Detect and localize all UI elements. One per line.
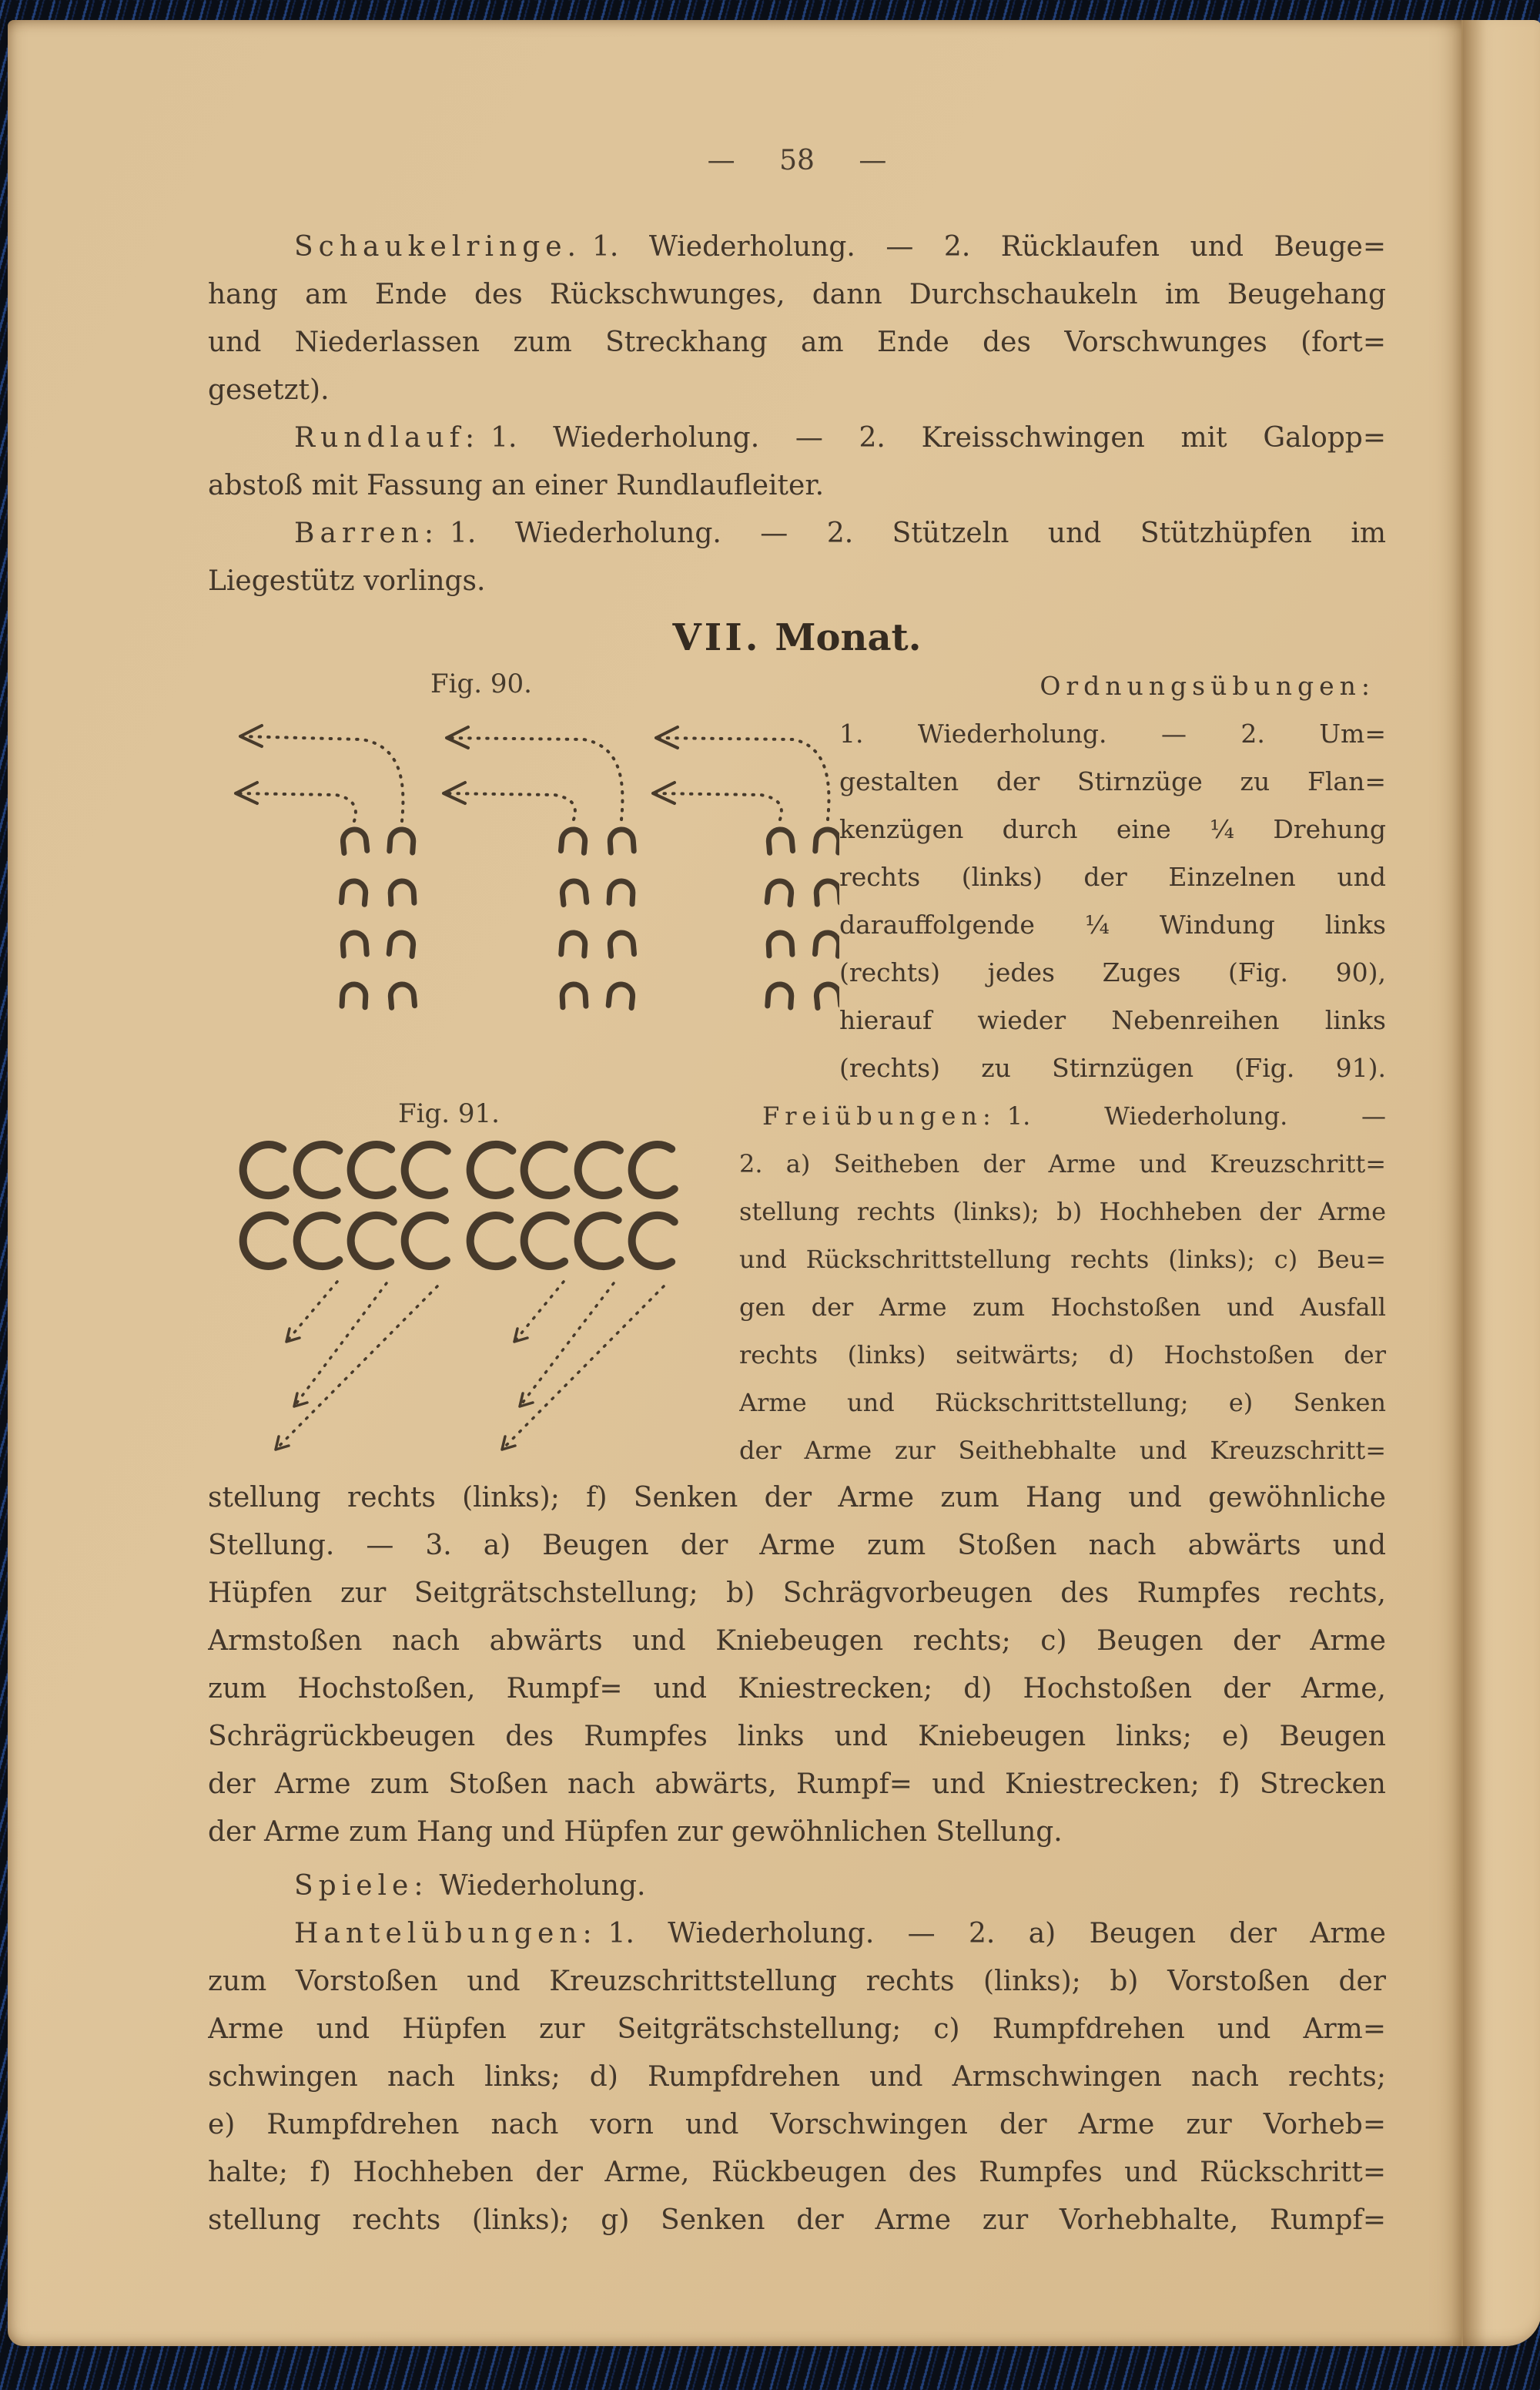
text-line xyxy=(208,223,1386,271)
text-line: (rechts) jedes Zuges (Fig. 90), xyxy=(839,957,1386,987)
text-line: stellung rechts (links); f) Senken der Arme zum Hang und gewöhnliche xyxy=(208,1482,1386,1513)
text-line: Hüpfen zur Seitgrätschstellung; b) Schrägvorbeugen des Rumpfes rechts, xyxy=(208,1577,1386,1609)
top-margin xyxy=(208,180,1386,223)
figure-text-section-a xyxy=(208,662,1386,1092)
text-run: 1. Wiederholung. — 2. Stützeln und Stützhüpfen im xyxy=(449,518,1386,549)
figure-text-section-b xyxy=(208,1092,1386,1474)
squad-group-2 xyxy=(561,829,634,1008)
paragraph-hanteluebungen xyxy=(208,1910,1386,2244)
text-line: und Niederlassen zum Streckhang am Ende des Vorschwunges (fort= xyxy=(208,327,1386,358)
text-run: 1. Wiederholung. — 2. a) Beugen der Arme xyxy=(608,1918,1386,1949)
rank-row-1 xyxy=(241,1143,675,1198)
text-line: hang am Ende des Rückschwunges, dann Durchschaukeln im Beugehang xyxy=(208,279,1386,310)
text-line: Arme und Hüpfen zur Seitgrätschstellung; c) Rumpfdrehen und Arm= xyxy=(208,2013,1386,2045)
squad-group-3 xyxy=(767,829,839,1008)
paragraph-spiele xyxy=(208,1862,1386,1910)
text-run: Wiederholung. xyxy=(439,1870,646,1902)
figure-91-diagram xyxy=(208,1135,739,1474)
text-line: stellung rechts (links); g) Senken der Arme zur Vorhebhalte, Rumpf= xyxy=(208,2204,1386,2236)
text-line: rechts (links) seitwärts; d) Hochstoßen der xyxy=(739,1340,1386,1369)
text-run: 1. Wiederholung. — xyxy=(1006,1101,1386,1131)
movement-arrows xyxy=(276,1282,664,1450)
text-line: kenzügen durch eine ¼ Drehung xyxy=(839,814,1386,844)
squad-group-1 xyxy=(341,828,414,1007)
paragraph-rundlauf xyxy=(208,414,1386,510)
text-line: Liegestütz vorlings. xyxy=(208,565,486,597)
text-line xyxy=(839,662,1386,710)
movement-arrows xyxy=(236,736,829,821)
text-line: (rechts) zu Stirnzügen (Fig. 91). xyxy=(839,1053,1386,1083)
text-line: schwingen nach links; d) Rumpfdrehen und Armschwingen nach rechts; xyxy=(208,2061,1386,2093)
arrow-heads xyxy=(236,726,678,803)
figure-90-diagram xyxy=(208,706,839,1049)
paragraph-lead: Schaukelringe. xyxy=(294,231,581,263)
paragraph-lead: Freiübungen: xyxy=(762,1101,996,1131)
text-run: 1. Wiederholung. — 2. Rücklaufen und Beuge= xyxy=(592,231,1386,263)
figure-91-block xyxy=(208,1092,739,1474)
text-line: halte; f) Hochheben der Arme, Rückbeugen des Rumpfes und Rückschritt= xyxy=(208,2157,1386,2188)
text-line: gesetzt). xyxy=(208,374,330,406)
text-line xyxy=(208,1910,1386,1958)
paragraph-ordnungsuebungen xyxy=(839,662,1386,1092)
text-line: Stellung. — 3. a) Beugen der Arme zum Stoßen nach abwärts und xyxy=(208,1530,1386,1561)
text-line: zum Vorstoßen und Kreuzschrittstellung rechts (links); b) Vorstoßen der xyxy=(208,1966,1386,1997)
adjacent-page-edge xyxy=(1461,20,1540,2346)
text-line: gestalten der Stirnzüge zu Flan= xyxy=(839,766,1386,796)
paragraph-lead: Hantelübungen: xyxy=(294,1918,598,1949)
text-line: zum Hochstoßen, Rumpf= und Kniestrecken; d) Hochstoßen der Arme, xyxy=(208,1673,1386,1705)
figure-90-caption: Fig. 90. xyxy=(430,669,532,699)
text-run: 1. Wiederholung. — 2. Kreisschwingen mit Galopp= xyxy=(490,422,1386,454)
text-line: darauffolgende ¼ Windung links xyxy=(839,910,1386,940)
heading-numeral: VII. xyxy=(672,616,762,659)
paragraph-schaukelringe xyxy=(208,223,1386,414)
text-line: e) Rumpfdrehen nach vorn und Vorschwingen der Arme zur Vorheb= xyxy=(208,2109,1386,2140)
paragraph-freiuebungen-continued xyxy=(208,1474,1386,1856)
paragraph-freiuebungen xyxy=(739,1092,1386,1474)
paragraph-lead: Ordnungsübungen: xyxy=(1040,671,1375,701)
paragraph-lead: Barren: xyxy=(294,518,439,549)
text-line xyxy=(208,510,1386,558)
arrow-heads xyxy=(276,1329,533,1450)
section-heading xyxy=(208,613,1386,662)
heading-word: Monat. xyxy=(775,616,922,659)
text-line: der Arme zur Seithebhalte und Kreuzschritt= xyxy=(739,1436,1386,1465)
text-line: Arme und Rückschrittstellung; e) Senken xyxy=(739,1388,1386,1417)
text-line: der Arme zum Hang und Hüpfen zur gewöhnlichen Stellung. xyxy=(208,1816,1063,1848)
page-number: — 58 — xyxy=(707,145,887,176)
text-line: rechts (links) der Einzelnen und xyxy=(839,862,1386,892)
text-line: 1. Wiederholung. — 2. Um= xyxy=(839,719,1386,749)
text-line: Schrägrückbeugen des Rumpfes links und Kniebeugen links; e) Beugen xyxy=(208,1721,1386,1752)
text-line: stellung rechts (links); b) Hochheben der Arme xyxy=(739,1197,1386,1226)
figure-91-caption: Fig. 91. xyxy=(398,1098,500,1129)
page-content xyxy=(208,116,1386,2244)
paragraph-lead: Rundlauf: xyxy=(294,422,480,454)
text-line: Armstoßen nach abwärts und Kniebeugen rechts; c) Beugen der Arme xyxy=(208,1625,1386,1657)
text-line: gen der Arme zum Hochstoßen und Ausfall xyxy=(739,1292,1386,1322)
text-line: abstoß mit Fassung an einer Rundlaufleiter. xyxy=(208,470,825,501)
paragraph-lead: Spiele: xyxy=(294,1870,429,1902)
text-line: 2. a) Seitheben der Arme und Kreuzschritt= xyxy=(739,1149,1386,1178)
rank-row-2 xyxy=(242,1214,675,1269)
text-line xyxy=(208,414,1386,462)
text-line xyxy=(739,1092,1386,1140)
text-line: hierauf wieder Nebenreihen links xyxy=(839,1005,1386,1035)
figure-90-block xyxy=(208,662,839,1092)
text-line: der Arme zum Stoßen nach abwärts, Rumpf= und Kniestrecken; f) Strecken xyxy=(208,1768,1386,1800)
paragraph-barren xyxy=(208,510,1386,605)
text-line: und Rückschrittstellung rechts (links); c) Beu= xyxy=(739,1245,1386,1274)
